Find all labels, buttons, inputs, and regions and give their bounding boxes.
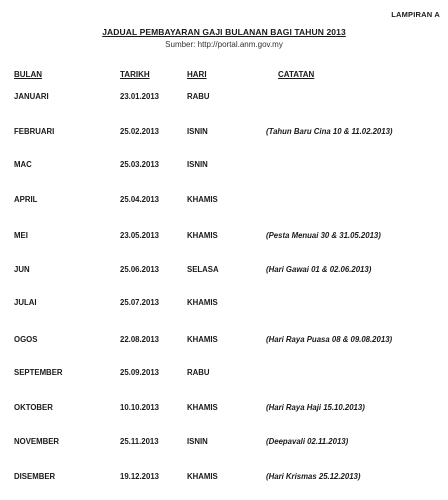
cell-tarikh: 19.12.2013 (120, 472, 160, 481)
cell-tarikh: 22.08.2013 (120, 335, 160, 344)
table-row (0, 160, 448, 172)
cell-catatan: (Pesta Menuai 30 & 31.05.2013) (266, 231, 381, 240)
cell-catatan: (Tahun Baru Cina 10 & 11.02.2013) (266, 127, 393, 136)
cell-bulan: FEBRUARI (14, 127, 55, 136)
cell-hari: RABU (187, 92, 210, 101)
cell-catatan: (Hari Raya Haji 15.10.2013) (266, 403, 365, 412)
table-row (0, 368, 448, 380)
cell-hari: RABU (187, 368, 210, 377)
cell-hari: KHAMIS (187, 472, 218, 481)
cell-catatan: (Deepavali 02.11.2013) (266, 437, 349, 446)
cell-tarikh: 23.01.2013 (120, 92, 160, 101)
table-row (0, 195, 448, 207)
cell-tarikh: 25.03.2013 (120, 160, 160, 169)
cell-tarikh: 25.07.2013 (120, 298, 160, 307)
table-row (0, 92, 448, 104)
header-hari: HARI (187, 70, 207, 79)
cell-bulan: OGOS (14, 335, 38, 344)
cell-hari: KHAMIS (187, 195, 218, 204)
table-row (0, 127, 448, 139)
cell-hari: KHAMIS (187, 403, 218, 412)
cell-catatan: (Hari Gawai 01 & 02.06.2013) (266, 265, 372, 274)
table-row (0, 265, 448, 277)
table-row (0, 298, 448, 310)
cell-catatan: (Hari Krismas 25.12.2013) (266, 472, 361, 481)
cell-tarikh: 23.05.2013 (120, 231, 160, 240)
table-row (0, 403, 448, 415)
cell-bulan: DISEMBER (14, 472, 56, 481)
cell-hari: KHAMIS (187, 298, 218, 307)
cell-bulan: NOVEMBER (14, 437, 60, 446)
cell-tarikh: 25.02.2013 (120, 127, 160, 136)
cell-bulan: JULAI (14, 298, 37, 307)
header-catatan: CATATAN (278, 70, 315, 79)
cell-bulan: JUN (14, 265, 30, 274)
cell-bulan: JANUARI (14, 92, 49, 101)
cell-tarikh: 25.09.2013 (120, 368, 160, 377)
table-row (0, 472, 448, 484)
document-title: JADUAL PEMBAYARAN GAJI BULANAN BAGI TAHUN 2013 (102, 27, 346, 37)
cell-hari: ISNIN (187, 127, 208, 136)
table-row (0, 231, 448, 243)
table-row (0, 437, 448, 449)
header-tarikh: TARIKH (120, 70, 150, 79)
cell-bulan: SEPTEMBER (14, 368, 63, 377)
cell-hari: KHAMIS (187, 335, 218, 344)
cell-tarikh: 25.11.2013 (120, 437, 159, 446)
cell-bulan: OKTOBER (14, 403, 53, 412)
cell-tarikh: 25.04.2013 (120, 195, 160, 204)
lampiran-label: LAMPIRAN A (391, 10, 440, 19)
cell-catatan: (Hari Raya Puasa 08 & 09.08.2013) (266, 335, 393, 344)
header-bulan: BULAN (14, 70, 42, 79)
cell-bulan: APRIL (14, 195, 38, 204)
cell-tarikh: 10.10.2013 (120, 403, 160, 412)
cell-hari: ISNIN (187, 160, 208, 169)
cell-bulan: MEI (14, 231, 28, 240)
cell-tarikh: 25.06.2013 (120, 265, 160, 274)
cell-hari: KHAMIS (187, 231, 218, 240)
table-row (0, 335, 448, 347)
cell-hari: ISNIN (187, 437, 208, 446)
source-line: Sumber: http://portal.anm.gov.my (165, 40, 283, 49)
cell-hari: SELASA (187, 265, 219, 274)
cell-bulan: MAC (14, 160, 32, 169)
